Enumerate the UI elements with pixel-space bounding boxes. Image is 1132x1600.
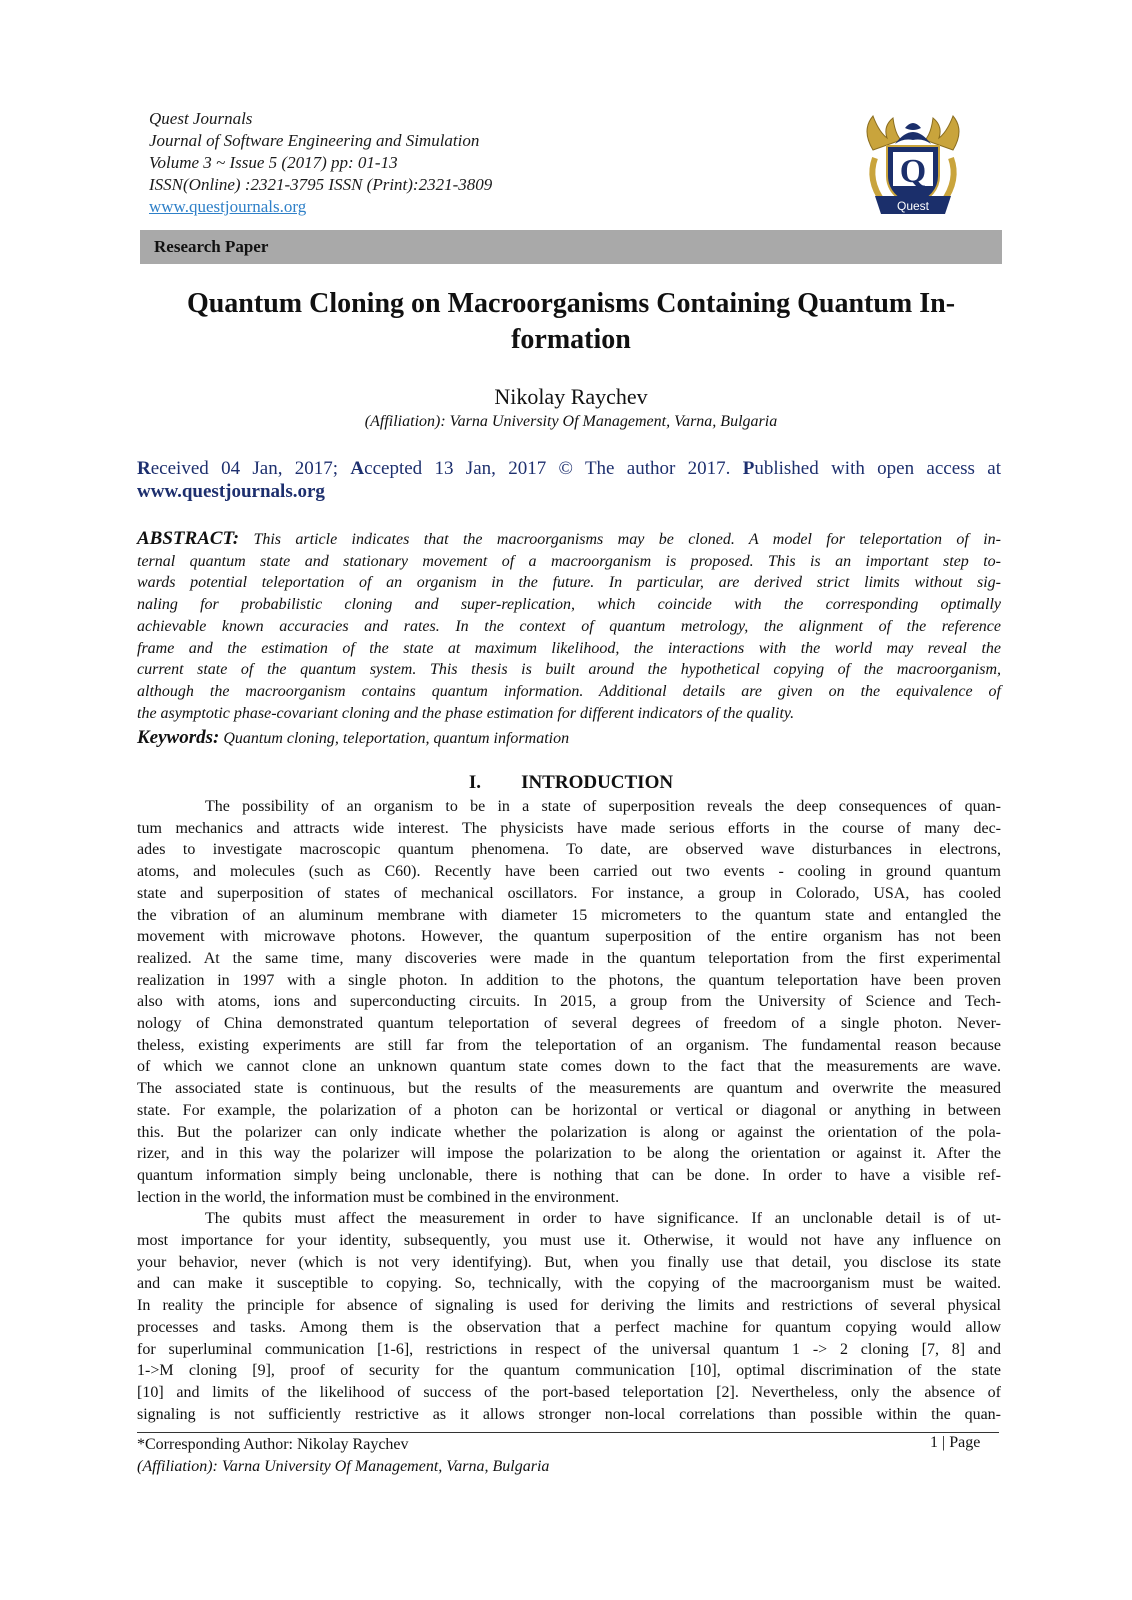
author-affiliation: (Affiliation): Varna University Of Management, Varna, Bulgaria [364,413,778,430]
section-title: INTRODUCTION [521,772,674,793]
abstract-line: the asymptotic phase-covariant cloning and the phase estimation for different indicators of the quality. [137,704,795,722]
publication-url[interactable]: www.questjournals.org [137,481,325,502]
body-line: The possibility of an organism to be in a state of superposition reveals the deep consequences of quan- [205,798,1001,815]
keywords-list: Quantum cloning, teleportation, quantum information [219,730,570,747]
body-line: processes and tasks. Among them is the observation that a perfect machine for quantum copying would allow [137,1318,1001,1336]
body-line: tum mechanics and attracts wide interest. The physicists have made serious efforts in the course of many dec- [137,819,1001,837]
keywords [137,727,569,749]
abstract-line: ABSTRACT: This article indicates that the macroorganisms may be cloned. A model for teleportation of in- [137,528,1001,549]
body-line: theless, existing experiments are still far from the teleportation of an organism. The fundamental reason because [137,1036,1001,1054]
body-line: your behavior, never (which is not very identifying). But, when you finally use that detail, you disclose its state [137,1253,1001,1271]
body-line: also with atoms, ions and superconducting circuits. In 2015, a group from the University of Science and Tech- [137,993,1001,1011]
volume-info: Volume 3 ~ Issue 5 (2017) pp: 01-13 [149,153,398,172]
abstract-heading: ABSTRACT: [137,528,240,549]
body-line: quantum information simply being unclonable, there is nothing that can be done. In order to have a visible ref- [137,1166,1001,1184]
title-line-2: formation [511,324,631,355]
abstract-line: although the macroorganism contains quantum information. Additional details are given on the equivalence of [137,682,1001,700]
body-line: for superluminal communication [1-6], restrictions in respect of the universal quantum 1 -> 2 cloning [7, 8] and [137,1340,1001,1358]
body-line: most importance for your identity, subsequently, you must use it. Otherwise, it would not have any influence on [137,1232,1001,1250]
body-line: lection in the world, the information must be combined in the environment. [137,1188,620,1206]
page-number: 1 | Page [930,1434,981,1451]
author-name: Nikolay Raychev [494,384,648,409]
body-line: In reality the principle for absence of signaling is used for deriving the limits and restrictions of several physical [137,1297,1001,1315]
body-line: state. For example, the polarization of a photon can be horizontal or vertical or diagonal or anything in between [137,1101,1001,1119]
publication-dates: Received 04 Jan, 2017; Accepted 13 Jan, 2017 © The author 2017. Published with open access at [137,458,1001,479]
body-line: ades to investigate macroscopic quantum phenomena. To date, are observed wave disturbances in electrons, [137,841,1001,859]
footer-author-info [137,1434,549,1478]
abstract-line: ternal quantum state and stationary movement of a macroorganism is proposed. This is an important step to- [137,552,1001,570]
body-line: nology of China demonstrated quantum teleportation of several degrees of freedom of a single photon. Never- [137,1015,1001,1033]
body-line: realization in 1997 with a single photon. In addition to the photons, the quantum teleportation have been proven [137,971,1001,989]
body-line: movement with microwave photons. However, the quantum superposition of the entire organism has not been [137,928,1001,946]
body-line: The associated state is continuous, but the results of the measurements are quantum and overwrite the measured [137,1080,1001,1098]
body-line: state and superposition of states of mechanical oscillators. For instance, a group in Colorado, USA, has cooled [137,884,1001,902]
body-line: realized. At the same time, many discoveries were made in the quantum teleportation from the first experimental [137,949,1001,967]
keywords-heading: Keywords: [137,727,220,748]
logo-letter: Q [899,153,927,190]
corresponding-author: *Corresponding Author: Nikolay Raychev [137,1436,409,1453]
paper-title [140,286,1002,358]
journal-name: Journal of Software Engineering and Simulation [149,131,480,150]
abstract-line: current state of the quantum system. This thesis is built around the hypothetical copying of the macroorganism, [137,661,1001,679]
abstract-line: achievable known accuracies and rates. In the context of quantum metrology, the alignment of the reference [137,617,1001,635]
body-line: signaling is not sufficiently restrictive as it allows stronger non-local correlations than possible within the quan- [137,1405,1001,1423]
footer-affiliation: (Affiliation): Varna University Of Management, Varna, Bulgaria [137,1458,550,1475]
section-heading [140,772,1002,794]
abstract-line: frame and the estimation of the state at maximum likelihood, the interactions with the world may reveal the [137,639,1001,657]
body-line: atoms, and molecules (such as C60). Recently have been carried out two events - cooling in ground quantum [137,863,1001,881]
journal-website-link[interactable]: www.questjournals.org [149,197,307,216]
quest-logo [853,110,973,222]
footer-divider [137,1432,999,1433]
abstract-line: naling for probabilistic cloning and super-replication, which coincide with the corresponding optimally [137,596,1001,614]
body-line: [10] and limits of the likelihood of success of the port-based teleportation [2]. Nevertheless, only the absence of [137,1383,1001,1401]
introduction-body [137,796,1001,1425]
body-line: this. But the polarizer can only indicate whether the polarization is along or against the orientation of the pola- [137,1123,1001,1141]
journal-info [149,108,492,218]
body-line: rizer, and in this way the polarizer will impose the polarization to be along the orientation or against it. After the [137,1145,1001,1163]
body-line: the vibration of an aluminum membrane with diameter 15 micrometers to the quantum state and entangled the [137,906,1001,924]
paper-type-banner: Research Paper [140,230,1002,264]
publisher-name: Quest Journals [149,109,253,128]
title-line-1: Quantum Cloning on Macroorganisms Containing Quantum In- [186,288,956,319]
body-line: The qubits must affect the measurement in order to have significance. If an unclonable detail is of ut- [205,1210,1001,1228]
body-line: of which we cannot clone an unknown quantum state comes down to the fact that the measurements are wave. [137,1058,1001,1076]
abstract [137,528,1001,724]
abstract-line: wards potential teleportation of an organism in the future. In particular, are derived strict limits without sig- [137,574,1001,592]
issn-info: ISSN(Online) :2321-3795 ISSN (Print):2321-3809 [149,175,493,194]
logo-text: Quest [896,199,930,213]
body-line: and can make it susceptible to copying. So, technically, with the copying of the macroorganism must be waited. [137,1275,1001,1293]
body-line: 1->M cloning [9], proof of security for the quantum communication [10], optimal discrimination of the state [137,1362,1001,1380]
section-number: I. [468,772,482,793]
